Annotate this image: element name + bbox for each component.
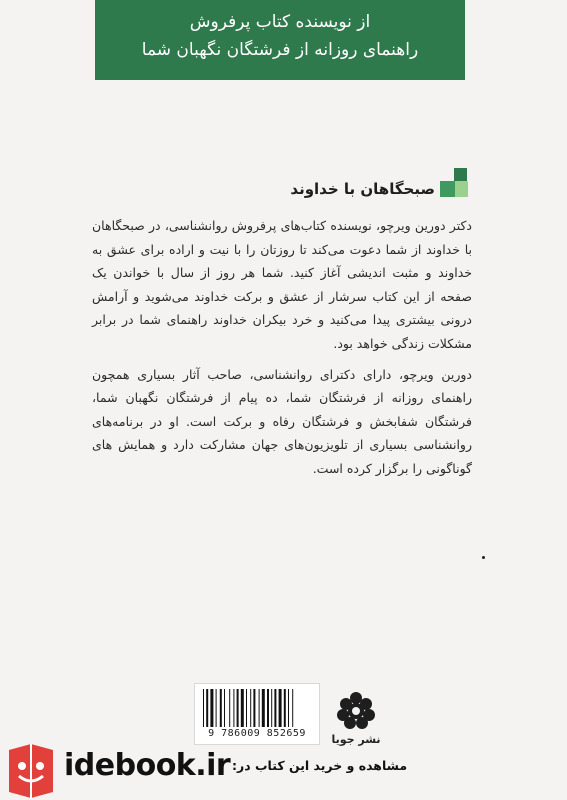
top-banner <box>95 0 465 80</box>
section-title: صبحگاهان با خداوند <box>290 180 435 198</box>
banner-line-2: راهنمای روزانه از فرشتگان نگهبان شما <box>141 40 419 60</box>
publisher-logo-icon <box>336 690 376 730</box>
paragraph-1: دکتر دورین ویرچو، نویسنده کتاب‌های پرفروش روانشناسی، در صبحگاهان با خداوند از شما دعوت می‌کند تا روزتان را با نیت و اراده برای عشق به خداوند و مثبت اندیشی آغاز کنید. شما هر روز از سال با خواندن یک صفحه از این کتاب سرشار از عشق و برکت خداوند می‌شوید و آرامش درونی بیشتری پیدا می‌کنید و خرد بیکران خداوند راهنمای شما در برابر مشکلات زندگی خواهد بود. <box>92 218 472 351</box>
banner-line-1: از نویسنده کتاب پرفروش <box>189 12 371 32</box>
barcode-bars-icon <box>201 689 313 729</box>
isbn-barcode <box>194 683 320 745</box>
description-text <box>92 214 472 488</box>
watermark-caption: مشاهده و خرید این کتاب در: <box>232 758 408 773</box>
square-medium <box>440 181 455 197</box>
isbn-number: 9 786009 852659 <box>208 728 306 739</box>
publisher-name: نشر جویا <box>331 733 381 746</box>
print-dot <box>482 556 485 559</box>
paragraph-2: دورین ویرچو، دارای دکترای روانشناسی، صاحب آثار بسیاری همچون راهنمای روزانه از فرشتگان شما، ده پیام از فرشتگان نگهبان شما، فرشتگان شفابخش و فرشتگان رفاه و برکت است. او در برنامه‌های روانشناسی بسیاری از تلویزیون‌های جهان مشارکت دارد و همایش های گوناگونی را برگزار کرده است. <box>92 366 472 476</box>
watermark-brand[interactable]: idebook.ir <box>64 748 231 783</box>
watermark-bar <box>0 738 567 800</box>
decorative-squares-icon <box>438 168 468 204</box>
square-dark <box>454 168 467 181</box>
square-light <box>455 181 468 197</box>
book-logo-icon <box>5 742 57 798</box>
